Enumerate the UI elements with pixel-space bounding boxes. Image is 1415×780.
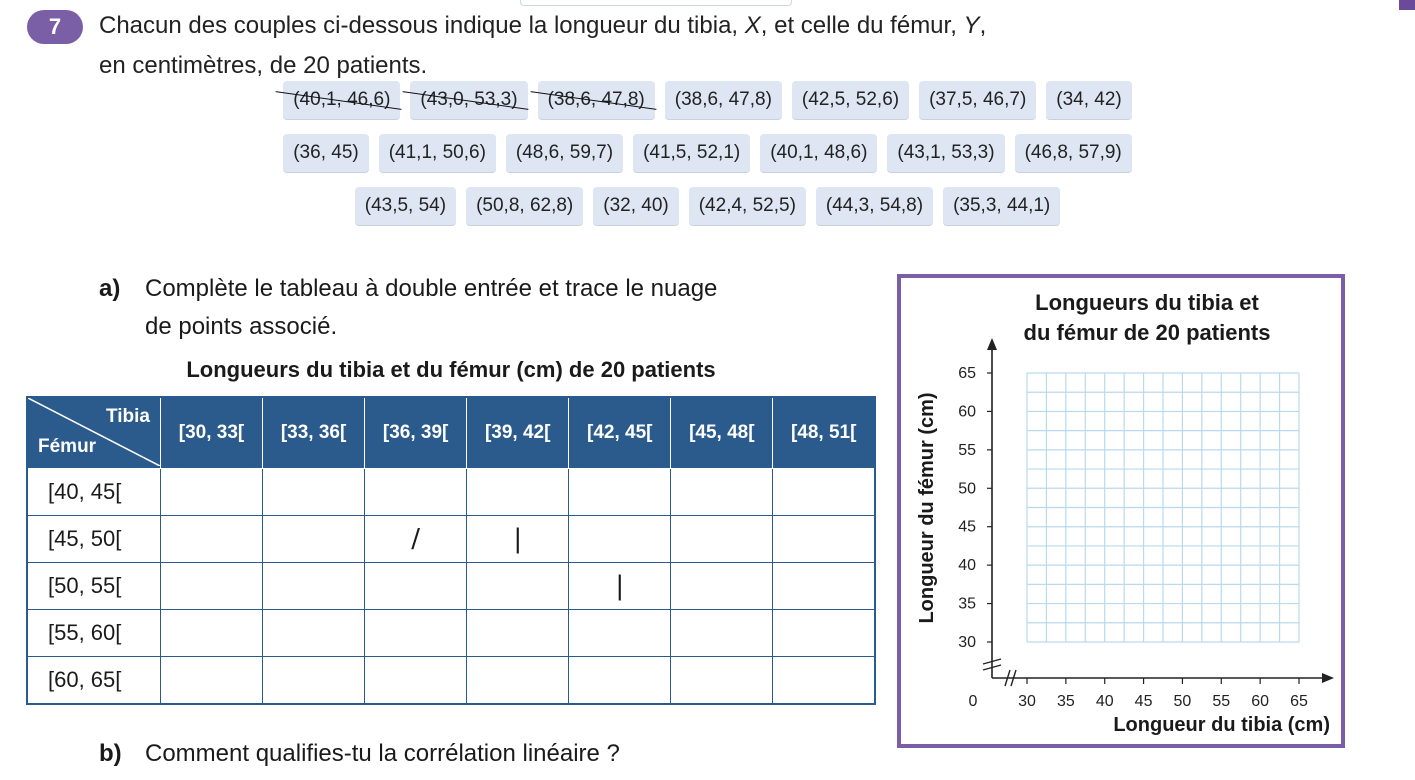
x-tick-label: 45 (1134, 693, 1153, 710)
y-axis-arrow (987, 338, 997, 350)
pair-chip: (32, 40) (593, 187, 678, 225)
exercise-intro (99, 6, 1299, 86)
table-cell[interactable] (365, 469, 467, 516)
pair-row (0, 81, 1415, 119)
chart-title: Longueurs du tibia et (1035, 290, 1259, 315)
column-header: [42, 45[ (569, 397, 671, 469)
pair-chip: (44,3, 54,8) (816, 187, 933, 225)
corner-label-tibia: Tibia (106, 406, 150, 427)
question-b-label: b) (99, 740, 122, 767)
table-cell[interactable] (671, 657, 773, 705)
y-tick-label: 35 (958, 595, 976, 613)
tally-mark: / (411, 524, 421, 554)
x-axis-arrow (1322, 673, 1334, 683)
pair-chip-crossed: (38,6, 47,8) (538, 81, 655, 119)
column-header: [39, 42[ (467, 397, 569, 469)
table-cell[interactable] (569, 610, 671, 657)
scatter-chart-frame (897, 274, 1345, 748)
page-corner-mark (1399, 0, 1415, 10)
pair-row (0, 134, 1415, 172)
x-tick-label: 35 (1056, 693, 1075, 710)
table-row (27, 469, 875, 516)
pair-chip: (36, 45) (283, 134, 368, 172)
row-header: [55, 60[ (27, 610, 161, 657)
row-header: [60, 65[ (27, 657, 161, 705)
question-a-text-line2: de points associé. (145, 313, 338, 340)
tally-mark: | (615, 571, 625, 601)
table-cell[interactable] (773, 657, 875, 705)
chart-title: du fémur de 20 patients (1023, 320, 1271, 345)
table-cell[interactable] (365, 516, 467, 563)
intro-text: Chacun des couples ci-dessous indique la longueur du tibia, (99, 12, 745, 39)
table-cell[interactable] (467, 610, 569, 657)
tally-mark: | (513, 524, 523, 554)
x-tick-label: 55 (1212, 693, 1231, 710)
corner-label-femur: Fémur (38, 436, 97, 457)
table-cell[interactable] (467, 469, 569, 516)
table-cell[interactable] (467, 657, 569, 705)
table-row (27, 657, 875, 705)
table-cell[interactable] (365, 610, 467, 657)
table-cell[interactable] (569, 563, 671, 610)
question-a (99, 270, 859, 346)
table-cell[interactable] (161, 469, 263, 516)
y-tick-label: 45 (958, 518, 976, 536)
table-cell[interactable] (671, 610, 773, 657)
intro-text-line2: en centimètres, de 20 patients. (99, 52, 428, 79)
column-header: [30, 33[ (161, 397, 263, 469)
row-header: [40, 45[ (27, 469, 161, 516)
table-cell[interactable] (467, 516, 569, 563)
question-a-label: a) (99, 275, 121, 302)
pair-chip: (50,8, 62,8) (466, 187, 583, 225)
table-cell[interactable] (569, 516, 671, 563)
table-cell[interactable] (161, 516, 263, 563)
question-a-text: Complète le tableau à double entrée et trace le nuage (145, 275, 718, 302)
pair-row (0, 187, 1415, 225)
x-axis-label: Longueur du tibia (cm) (1113, 714, 1330, 736)
y-axis-label: Longueur du fémur (cm) (916, 392, 938, 624)
table-cell[interactable] (263, 610, 365, 657)
pair-chip-crossed: (43,0, 53,3) (410, 81, 527, 119)
origin-label: 0 (968, 693, 978, 710)
table-cell[interactable] (263, 563, 365, 610)
pair-chip: (41,1, 50,6) (379, 134, 496, 172)
question-b (99, 735, 620, 773)
row-header: [50, 55[ (27, 563, 161, 610)
column-header: [36, 39[ (365, 397, 467, 469)
table-cell[interactable] (161, 610, 263, 657)
x-tick-label: 30 (1018, 693, 1036, 710)
pair-chip: (48,6, 59,7) (506, 134, 623, 172)
variable-y: Y (963, 12, 980, 39)
table-row (27, 516, 875, 563)
table-cell[interactable] (263, 657, 365, 705)
table-cell[interactable] (263, 469, 365, 516)
table-cell[interactable] (773, 516, 875, 563)
table-cell[interactable] (773, 610, 875, 657)
x-tick-label: 60 (1251, 693, 1270, 710)
table-cell[interactable] (467, 563, 569, 610)
pair-chip: (43,5, 54) (355, 187, 456, 225)
table-cell[interactable] (161, 563, 263, 610)
exercise-number-badge: 7 (27, 10, 83, 44)
y-tick-label: 60 (958, 403, 976, 421)
table-cell[interactable] (569, 469, 671, 516)
double-entry-table (26, 396, 876, 705)
table-corner-header (27, 397, 161, 469)
y-tick-label: 55 (958, 441, 976, 459)
column-header: [33, 36[ (263, 397, 365, 469)
table-cell[interactable] (671, 563, 773, 610)
pair-chip-crossed: (40,1, 46,6) (283, 81, 400, 119)
pair-chip: (35,3, 44,1) (943, 187, 1060, 225)
variable-x: X (744, 12, 761, 39)
x-tick-label: 50 (1173, 693, 1192, 710)
intro-text: , (979, 12, 987, 39)
table-cell[interactable] (365, 657, 467, 705)
pair-chip: (42,5, 52,6) (792, 81, 909, 119)
table-cell[interactable] (773, 469, 875, 516)
intro-text: , et celle du fémur, (760, 12, 964, 39)
x-tick-label: 65 (1290, 693, 1308, 710)
table-cell[interactable] (161, 657, 263, 705)
table-cell[interactable] (773, 563, 875, 610)
table-row (27, 563, 875, 610)
column-header: [45, 48[ (671, 397, 773, 469)
table-row (27, 610, 875, 657)
table-title: Longueurs du tibia et du fémur (cm) de 20 patients (186, 357, 716, 382)
pair-chip: (43,1, 53,3) (887, 134, 1004, 172)
table-cell[interactable] (263, 516, 365, 563)
y-tick-label: 50 (958, 480, 976, 498)
y-tick-label: 40 (958, 557, 976, 575)
table-cell[interactable] (671, 469, 773, 516)
pair-chip: (41,5, 52,1) (633, 134, 750, 172)
row-header: [45, 50[ (27, 516, 161, 563)
pair-chip: (38,6, 47,8) (665, 81, 782, 119)
pair-chip: (40,1, 48,6) (760, 134, 877, 172)
scatter-chart (901, 278, 1341, 744)
y-tick-label: 30 (958, 634, 976, 651)
table-cell[interactable] (569, 657, 671, 705)
pair-chip: (42,4, 52,5) (689, 187, 806, 225)
y-tick-label: 65 (958, 365, 976, 382)
pair-chip: (37,5, 46,7) (919, 81, 1036, 119)
x-tick-label: 40 (1095, 693, 1114, 710)
pair-chip: (34, 42) (1046, 81, 1131, 119)
question-b-text: Comment qualifies-tu la corrélation linéaire ? (145, 740, 620, 767)
table-cell[interactable] (671, 516, 773, 563)
pair-chip: (46,8, 57,9) (1015, 134, 1132, 172)
column-header: [48, 51[ (773, 397, 875, 469)
table-cell[interactable] (365, 563, 467, 610)
